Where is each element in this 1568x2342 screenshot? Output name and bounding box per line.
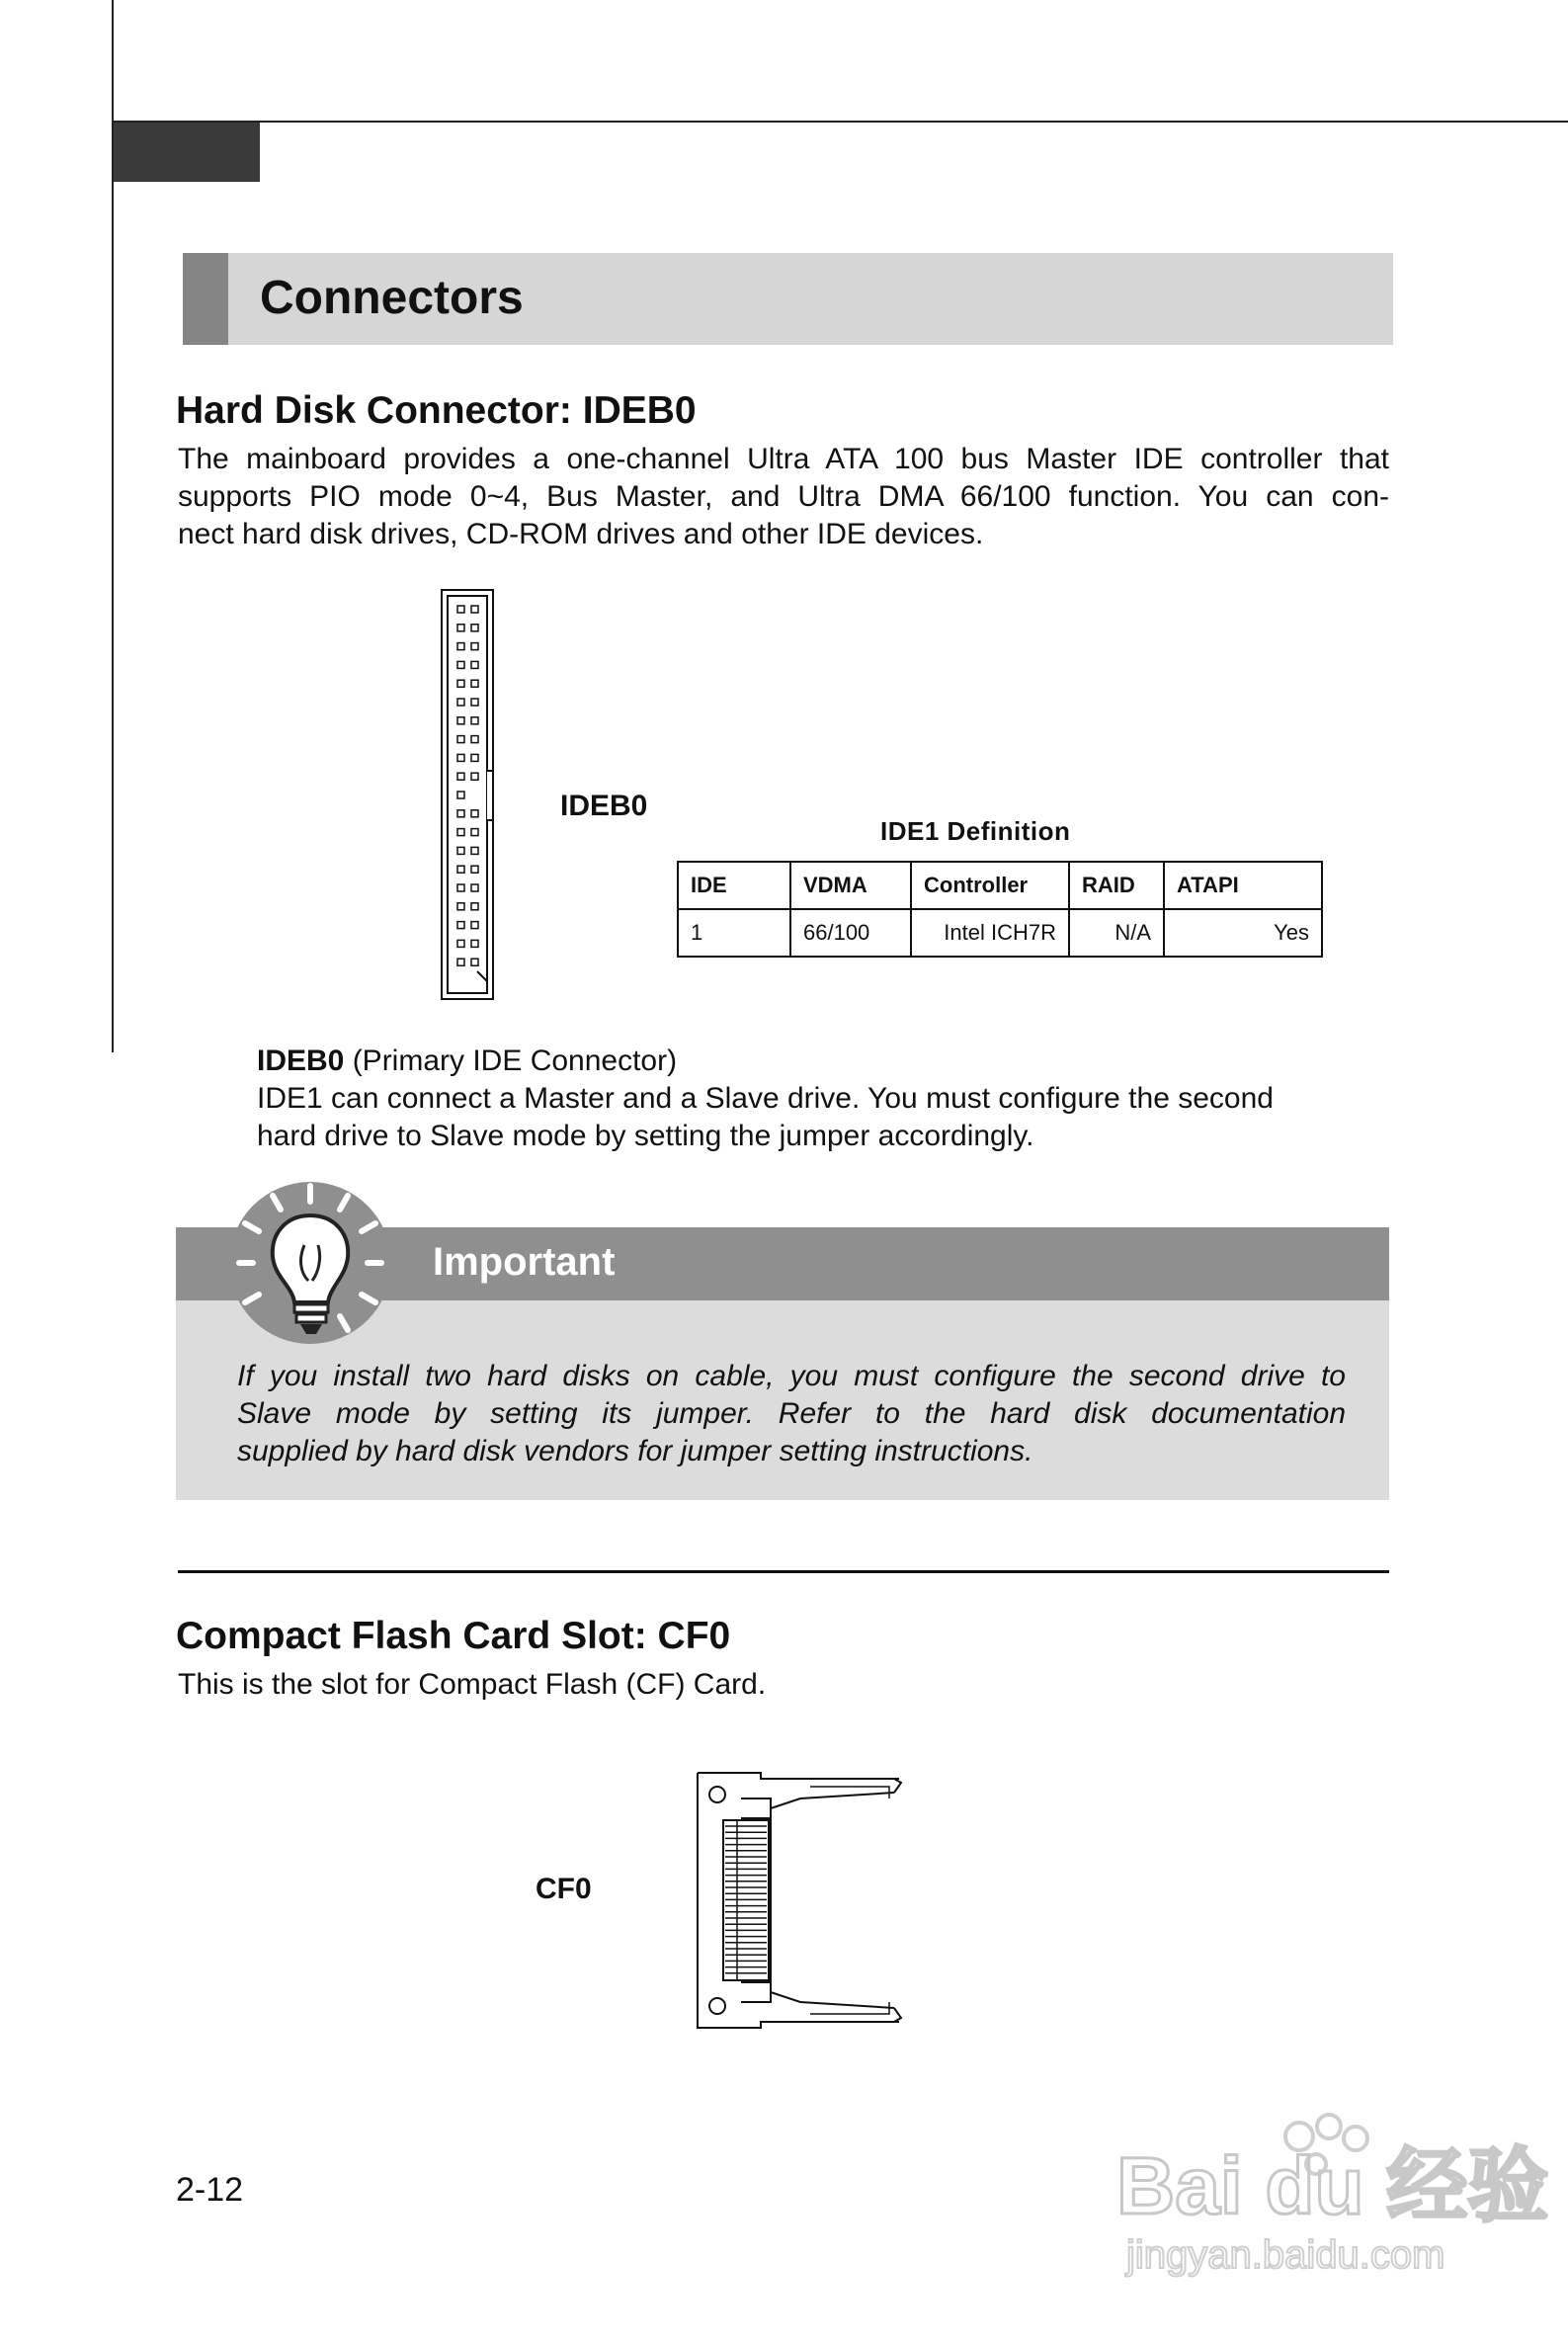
ide-table-header-ide: IDE	[678, 862, 790, 909]
ide-pin	[457, 940, 464, 947]
ide-table-row	[678, 909, 1322, 957]
ideb0-desc-line-1: IDE1 can connect a Master and a Slave drive. You must configure the second	[257, 1082, 1274, 1115]
section-title: Connectors	[260, 272, 524, 324]
ide-pin	[471, 959, 478, 965]
ide-pin	[457, 736, 464, 743]
ide-pin	[457, 847, 464, 854]
ide-pin	[471, 940, 478, 947]
ide-table-header-raid: RAID	[1069, 862, 1164, 909]
ide-pin	[457, 643, 464, 650]
ide-table-cell-ide: 1	[678, 909, 790, 957]
ide-pin	[457, 661, 464, 668]
ide-pin	[471, 625, 478, 631]
important-line-2: Slave mode by setting its jumper. Refer to the hard disk documentation	[237, 1397, 1346, 1430]
ide-table-header-row	[678, 862, 1322, 909]
important-line-1: If you install two hard disks on cable, you must configure the second drive to	[237, 1360, 1346, 1392]
watermark-url: jingyan.baidu.com	[1126, 2233, 1445, 2277]
hdd-intro-line-1: The mainboard provides a one-channel Ultra ATA 100 bus Master IDE controller that	[178, 443, 1389, 475]
hdd-intro-line-2: supports PIO mode 0~4, Bus Master, and Ultra DMA 66/100 function. You can con-	[178, 480, 1389, 513]
ideb0-desc-line-2: hard drive to Slave mode by setting the jumper accordingly.	[257, 1120, 1034, 1152]
ide-pin	[471, 736, 478, 743]
ide-table-cell-vdma: 66/100	[790, 909, 911, 957]
ide-table-header-vdma: VDMA	[790, 862, 911, 909]
ide-pin	[471, 829, 478, 836]
ide-pin	[471, 717, 478, 724]
ide-table-title: IDE1 Definition	[880, 816, 1071, 846]
ide-table-header-atapi: ATAPI	[1164, 862, 1322, 909]
hdd-heading: Hard Disk Connector: IDEB0	[176, 389, 697, 432]
cf-slot-diagram	[682, 1769, 909, 2036]
cf0-label: CF0	[536, 1873, 592, 1905]
important-line-3: supplied by hard disk vendors for jumper setting instructions.	[237, 1435, 1033, 1467]
watermark-brand: Bai du 经验	[1116, 2141, 1549, 2231]
ide-pin	[471, 884, 478, 891]
ide-table-cell-atapi: Yes	[1164, 909, 1322, 957]
ideb0-connector-label: IDEB0	[560, 790, 648, 822]
ide-pin	[457, 903, 464, 910]
section-banner-accent	[183, 253, 228, 345]
section-banner	[183, 253, 1393, 345]
ide-pin	[471, 661, 478, 668]
ide-pin	[457, 810, 464, 817]
page-top-rule	[112, 121, 1568, 123]
ideb0-caption	[257, 1043, 677, 1080]
important-text	[237, 1358, 1346, 1470]
ide-pin	[457, 625, 464, 631]
ide-pin	[471, 606, 478, 613]
hdd-intro-line-3: nect hard disk drives, CD-ROM drives and other IDE devices.	[178, 518, 984, 550]
ide-pin	[457, 792, 464, 798]
ide-pin	[471, 922, 478, 929]
ide-pin	[457, 773, 464, 780]
ide-pin	[457, 922, 464, 929]
ide-table-cell-controller: Intel ICH7R	[911, 909, 1069, 957]
header-corner-block	[114, 123, 260, 182]
ide-pin	[471, 643, 478, 650]
ide-pin	[471, 773, 478, 780]
lightbulb-icon	[221, 1174, 399, 1352]
section-divider	[178, 1570, 1389, 1573]
ide-pin	[457, 717, 464, 724]
ide-pin	[457, 680, 464, 687]
ide-pin	[457, 884, 464, 891]
ide-pin	[471, 903, 478, 910]
ide-pin	[471, 866, 478, 873]
ide-pin	[457, 866, 464, 873]
ide-pin	[457, 959, 464, 965]
ide-definition-table	[677, 861, 1323, 958]
ide-pin	[471, 847, 478, 854]
ide-pin	[457, 829, 464, 836]
ide-pin	[471, 699, 478, 706]
baidu-watermark-logo	[1107, 2105, 1549, 2283]
ide-pin	[471, 754, 478, 761]
ide-pin	[471, 810, 478, 817]
ide-pin	[457, 606, 464, 613]
cf-heading: Compact Flash Card Slot: CF0	[176, 1615, 731, 1657]
ide-table-header-controller: Controller	[911, 862, 1069, 909]
ide-pin	[457, 699, 464, 706]
ideb0-caption-bold: IDEB0	[257, 1045, 345, 1077]
ide-pin	[471, 680, 478, 687]
cf-description: This is the slot for Compact Flash (CF) Card.	[178, 1668, 767, 1701]
ide-table-cell-raid: N/A	[1069, 909, 1164, 957]
important-title: Important	[433, 1240, 616, 1284]
ide-connector-diagram	[440, 588, 499, 1003]
ideb0-caption-rest: (Primary IDE Connector)	[344, 1045, 678, 1077]
ide-pin	[457, 754, 464, 761]
page-number: 2-12	[176, 2171, 244, 2209]
